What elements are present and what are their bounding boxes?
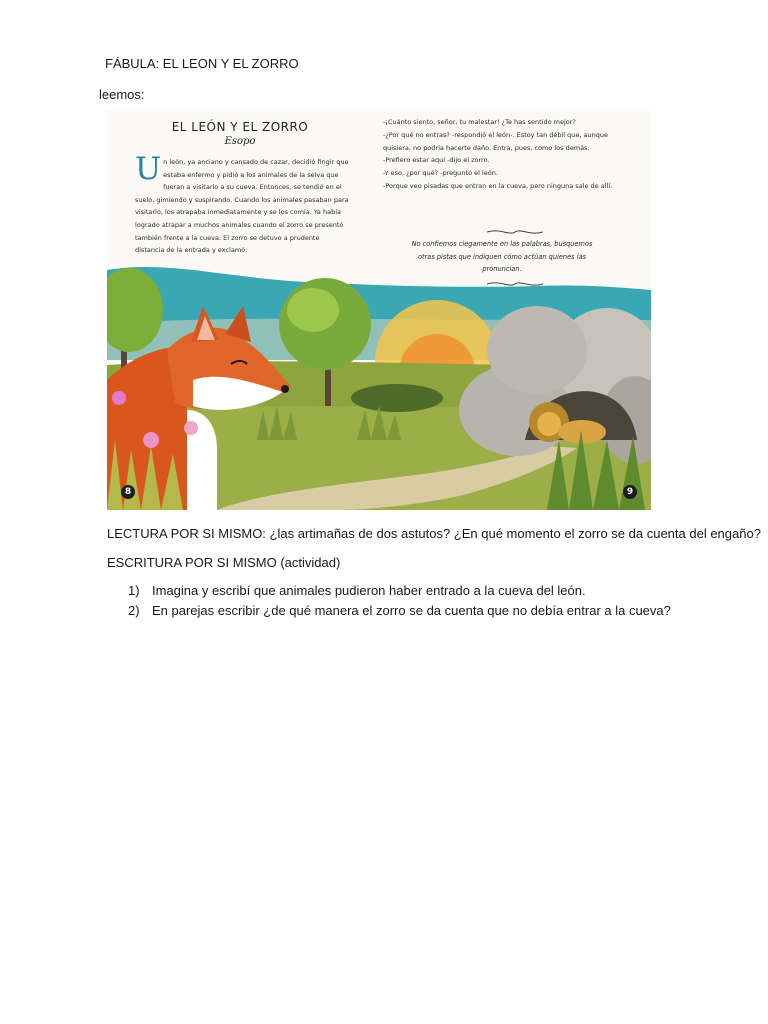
dialogue-line: -Porque veo pisadas que entran en la cueva, pero ninguna sale de allí. [383, 181, 613, 190]
activity-list [107, 583, 671, 623]
dialogue-line: -¡Cuánto siento, señor, tu malestar! ¿Te has sentido mejor? [383, 118, 576, 126]
worksheet-title: FÁBULA: EL LEON Y EL ZORRO [105, 56, 299, 71]
reading-prompt: LECTURA POR SI MISMO: ¿las artimañas de dos astutos? ¿En qué momento el zorro se da cuenta del engaño? [107, 526, 761, 541]
activity-text: En parejas escribir ¿de qué manera el zorro se da cuenta que no debía entrar a la cueva? [152, 603, 671, 618]
activity-text: Imagina y escribí que animales pudieron haber entrado a la cueva del león. [152, 583, 586, 598]
story-right-column [383, 116, 619, 193]
activity-number: 2) [128, 603, 140, 618]
drop-cap: U [135, 151, 162, 187]
ornament-divider-top [485, 228, 545, 236]
book-spread-image [107, 110, 651, 510]
activity-item [107, 603, 671, 623]
dialogue-line: -¿Por qué no entras? -respondió el león-. Estoy tan débil que, aunque quisiera, no podría hacerte daño. Entra, pues, como los demás. [383, 130, 609, 152]
ornament-divider-bottom [485, 280, 545, 288]
book-title: EL LEÓN Y EL ZORRO [171, 120, 309, 134]
dialogue-line: -Prefiero estar aquí -dijo el zorro. [383, 156, 490, 165]
activity-item [107, 583, 671, 603]
activity-number: 1) [128, 583, 140, 598]
page-number-right: 9 [623, 485, 637, 499]
fable-moral: No confiemos ciegamente en las palabras, busquemos otras pistas que indiquen cómo actúan quienes las pronuncian. [411, 240, 593, 274]
writing-heading: ESCRITURA POR SI MISMO (actividad) [107, 555, 341, 570]
story-left-text: n león, ya anciano y cansado de cazar, decidió fingir que estaba enfermo y pidió a los animales de la selva que fueran a visitarlo a su cueva. Entonces, se tendió en el suelo, gimiendo y suspirando. Cuando los animales pasaban para visitarlo, los atrapaba inmediatamente y se los comía. Ya había logrado atrapar a muchos animales cuando el zorro se presentó también frente a la cueva. El zorro se detuvo a prudente distancia de la entrada y exclamó: [135, 158, 349, 255]
book-author: Esopo [224, 136, 256, 147]
dialogue-line: -Y eso, ¿por qué? -preguntó el león. [383, 169, 498, 178]
page-number-left: 8 [121, 485, 135, 499]
intro-label: leemos: [99, 87, 145, 102]
story-left-column [135, 151, 349, 257]
